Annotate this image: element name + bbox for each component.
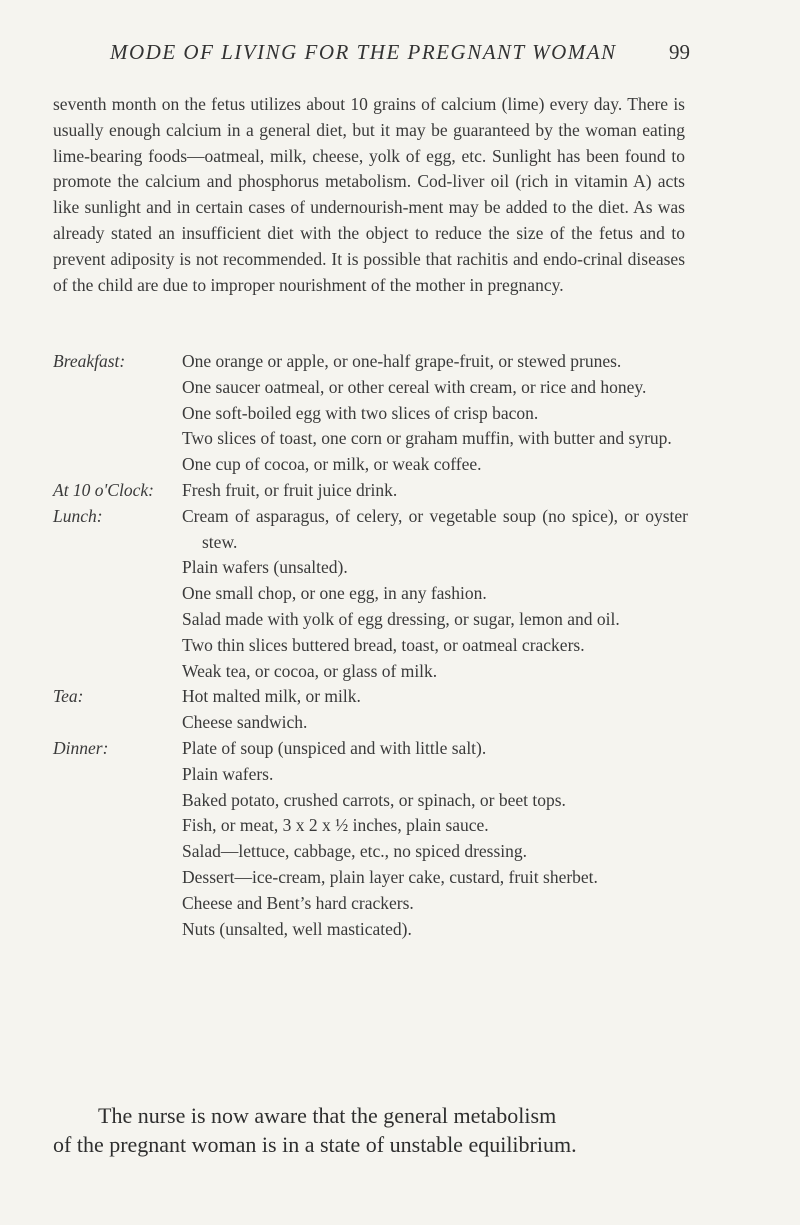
menu-item: Cheese sandwich. bbox=[182, 712, 308, 733]
meal-items bbox=[182, 736, 688, 942]
meal-breakfast bbox=[53, 349, 688, 478]
menu-item: One saucer oatmeal, or other cereal with cream, or rice and honey. bbox=[182, 376, 647, 397]
menu-item: Plain wafers (unsalted). bbox=[182, 557, 348, 578]
meal-label: At 10 o'Clock: bbox=[53, 479, 154, 500]
menu-item: Plain wafers. bbox=[182, 763, 274, 784]
intro-paragraph: seventh month on the fetus utilizes about 10 grains of calcium (lime) every day. There is usually enough calcium in a general diet, but it may be guaranteed by the woman eating lime-bearing foods—oatmeal, milk, cheese, yolk of egg, etc. Sunlight has been found to promote the calcium and phosphorus metabolism. Cod-liver oil (rich in vitamin A) acts like sunlight and in certain cases of undernourish-ment may be added to the diet. As was already stated an insufficient diet with the object to reduce the size of the fetus and to prevent adiposity is not recommended. It is possible that rachitis and endo-crinal diseases of the child are due to improper nourishment of the mother in pregnancy. bbox=[53, 94, 685, 295]
menu-item: Two thin slices buttered bread, toast, or oatmeal crackers. bbox=[182, 634, 585, 655]
meal-label: Tea: bbox=[53, 686, 84, 707]
meal-label: Dinner: bbox=[53, 737, 109, 758]
page-number: 99 bbox=[669, 40, 690, 64]
menu-item: Cheese and Bent’s hard crackers. bbox=[182, 892, 414, 913]
meal-tea bbox=[53, 684, 688, 736]
meal-ten-oclock bbox=[53, 478, 688, 504]
menu-item: Two slices of toast, one corn or graham muffin, with butter and syrup. bbox=[182, 428, 672, 449]
meal-label: Lunch: bbox=[53, 505, 103, 526]
diet-menu bbox=[53, 349, 688, 942]
menu-item: Dessert—ice-cream, plain layer cake, custard, fruit sherbet. bbox=[182, 866, 598, 887]
menu-item: Weak tea, or cocoa, or glass of milk. bbox=[182, 660, 438, 681]
menu-item: Baked potato, crushed carrots, or spinach, or beet tops. bbox=[182, 789, 566, 810]
conclusion-line: of the pregnant woman is in a state of unstable equilibrium. bbox=[53, 1132, 577, 1157]
menu-item: One soft-boiled egg with two slices of crisp bacon. bbox=[182, 402, 539, 423]
conclusion-line: The nurse is now aware that the general metabolism bbox=[98, 1103, 557, 1128]
meal-items bbox=[182, 478, 688, 504]
menu-item: Hot malted milk, or milk. bbox=[182, 686, 361, 707]
meal-label: Breakfast: bbox=[53, 351, 126, 371]
meal-items bbox=[182, 684, 688, 736]
menu-item: Cream of asparagus, of celery, or vegetable soup (no spice), or oyster stew. bbox=[182, 505, 688, 552]
running-head: MODE OF LIVING FOR THE PREGNANT WOMAN bbox=[110, 40, 617, 64]
meal-dinner bbox=[53, 736, 688, 942]
page-header bbox=[110, 40, 690, 80]
menu-item: Salad made with yolk of egg dressing, or sugar, lemon and oil. bbox=[182, 608, 620, 629]
menu-item: Fish, or meat, 3 x 2 x ½ inches, plain sauce. bbox=[182, 815, 489, 836]
menu-item: Plate of soup (unspiced and with little salt). bbox=[182, 737, 487, 758]
conclusion-paragraph bbox=[53, 1101, 693, 1159]
meal-items bbox=[182, 349, 688, 478]
menu-item: One orange or apple, or one-half grape-fruit, or stewed prunes. bbox=[182, 351, 622, 371]
menu-item: One small chop, or one egg, in any fashion. bbox=[182, 583, 487, 604]
meal-lunch bbox=[53, 504, 688, 685]
menu-item: Nuts (unsalted, well masticated). bbox=[182, 918, 412, 939]
menu-item: One cup of cocoa, or milk, or weak coffee. bbox=[182, 454, 482, 475]
meal-items bbox=[182, 504, 688, 685]
menu-item: Salad—lettuce, cabbage, etc., no spiced dressing. bbox=[182, 841, 528, 862]
menu-item: Fresh fruit, or fruit juice drink. bbox=[182, 479, 398, 500]
